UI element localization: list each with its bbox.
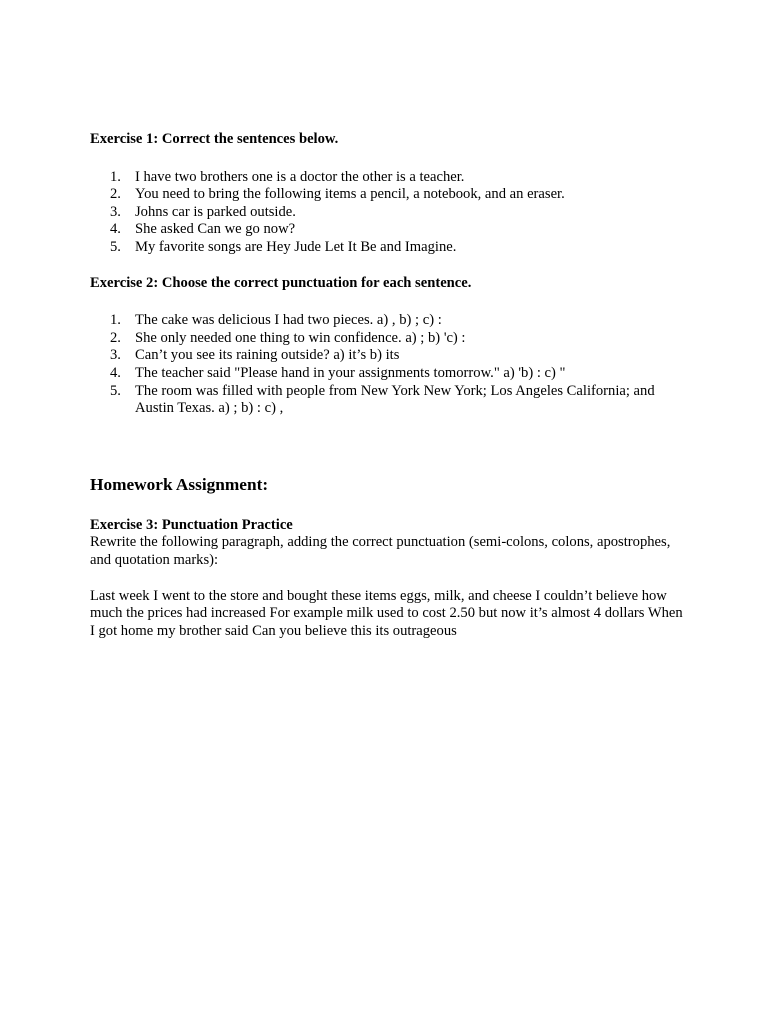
list-item-text: She asked Can we go now? bbox=[135, 221, 296, 238]
list-item bbox=[90, 347, 690, 365]
list-item bbox=[90, 239, 690, 257]
list-item-text: Can’t you see its raining outside? a) it’s b) its bbox=[135, 347, 400, 364]
list-item bbox=[90, 186, 690, 204]
list-number: 4. bbox=[110, 364, 121, 381]
list-item bbox=[90, 383, 690, 418]
document-page bbox=[90, 131, 690, 640]
spacer bbox=[90, 292, 690, 312]
list-number: 3. bbox=[110, 347, 121, 364]
list-number: 2. bbox=[110, 186, 121, 203]
list-number: 5. bbox=[110, 382, 121, 399]
list-item-text: I have two brothers one is a doctor the other is a teacher. bbox=[135, 168, 465, 185]
instructions-text: Rewrite the following paragraph, adding the correct punctuation (semi-colons, colons, apostrophes, and quotation marks): bbox=[90, 534, 671, 568]
exercise-2-list bbox=[90, 312, 690, 418]
list-item bbox=[90, 365, 690, 383]
spacer bbox=[90, 149, 690, 169]
spacer bbox=[90, 495, 690, 517]
list-number: 5. bbox=[110, 238, 121, 255]
list-item bbox=[90, 169, 690, 187]
exercise-3-heading: Exercise 3: Punctuation Practice bbox=[90, 516, 293, 533]
list-number: 2. bbox=[110, 329, 121, 346]
list-item-text: She only needed one thing to win confidence. a) ; b) 'c) : bbox=[135, 329, 466, 346]
list-item bbox=[90, 204, 690, 222]
spacer bbox=[90, 418, 690, 475]
exercise-1-list bbox=[90, 169, 690, 257]
list-number: 1. bbox=[110, 168, 121, 185]
practice-paragraph: Last week I went to the store and bought these items eggs, milk, and cheese I couldn’t believe how much the prices had increased For example milk used to cost 2.50 but now it’s almost 4 dollars When I got home my brother said Can you believe this its outrageous bbox=[90, 587, 683, 639]
list-item bbox=[90, 312, 690, 330]
homework-heading: Homework Assignment: bbox=[90, 474, 269, 494]
spacer bbox=[90, 570, 690, 588]
spacer bbox=[90, 257, 690, 275]
list-item-text: The teacher said "Please hand in your assignments tomorrow." a) 'b) : c) " bbox=[135, 364, 566, 381]
list-item-text: The cake was delicious I had two pieces. a) , b) ; c) : bbox=[135, 312, 442, 329]
list-item bbox=[90, 221, 690, 239]
list-item-text: The room was filled with people from New York New York; Los Angeles California; and Austin Texas. a) ; b) : c) , bbox=[135, 382, 655, 417]
list-number: 1. bbox=[110, 312, 121, 329]
list-number: 4. bbox=[110, 221, 121, 238]
list-item-text: You need to bring the following items a pencil, a notebook, and an eraser. bbox=[135, 186, 565, 203]
list-item-text: My favorite songs are Hey Jude Let It Be and Imagine. bbox=[135, 238, 457, 255]
list-item-text: Johns car is parked outside. bbox=[135, 203, 296, 220]
list-item bbox=[90, 330, 690, 348]
exercise-1-heading: Exercise 1: Correct the sentences below. bbox=[90, 131, 339, 147]
exercise-2-heading: Exercise 2: Choose the correct punctuation for each sentence. bbox=[90, 274, 472, 291]
list-number: 3. bbox=[110, 203, 121, 220]
